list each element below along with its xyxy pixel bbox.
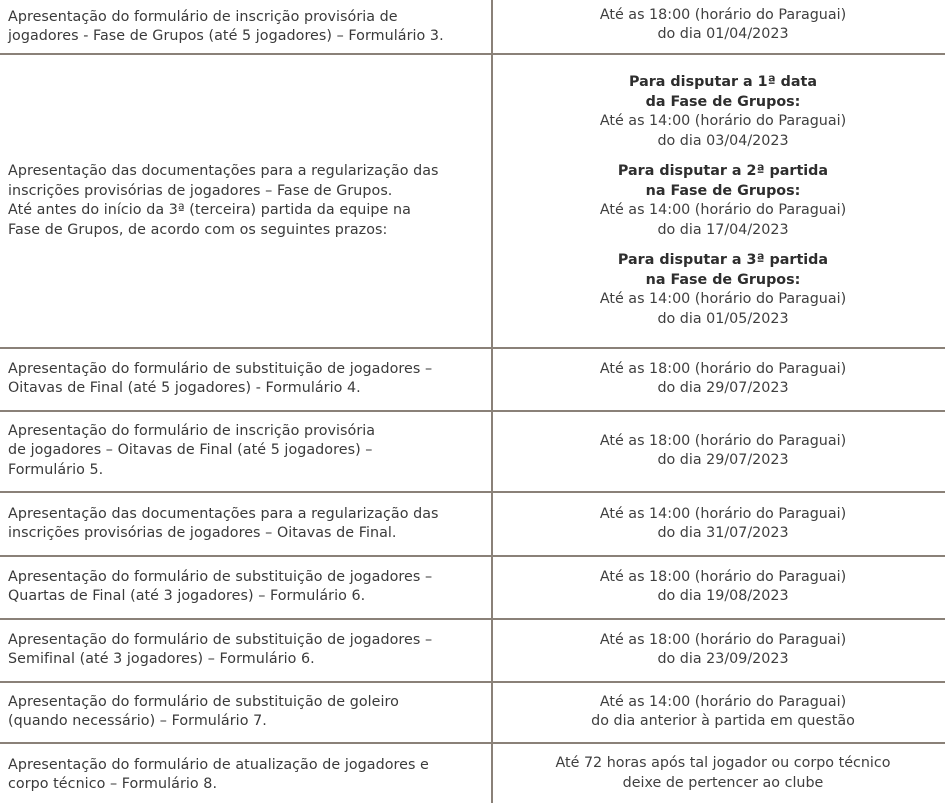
deadline-block — [600, 162, 846, 240]
cell-text: do dia 01/04/2023 — [657, 26, 789, 42]
deadline-block — [600, 251, 846, 329]
cell-text: Até antes do início da 3ª (terceira) partida da equipe na — [8, 202, 411, 218]
table-row-deadline — [498, 55, 948, 347]
table-row-description — [8, 744, 482, 806]
cell-text: Apresentação do formulário de substituição de jogadores – — [8, 360, 433, 377]
table-row-description — [8, 557, 482, 617]
table-row-deadline — [498, 683, 948, 741]
cell-text: jogadores - Fase de Grupos (até 5 jogadores) – Formulário 3. — [8, 28, 444, 44]
deadline-block — [600, 73, 846, 151]
cell-text: Até as 14:00 (horário do Paraguai) — [599, 693, 847, 710]
cell-text: Até 72 horas após tal jogador ou corpo técnico — [555, 755, 891, 771]
cell-text: Até as 14:00 (horário do Paraguai) — [599, 505, 847, 522]
cell-text: Apresentação do formulário de atualização de jogadores e — [8, 756, 429, 773]
cell-text: Até as 14:00 (horário do Paraguai) — [599, 291, 847, 307]
cell-text: Até as 18:00 (horário do Paraguai) — [599, 432, 847, 449]
table-row-description — [8, 412, 482, 490]
table-row-description — [8, 349, 482, 409]
cell-text: de jogadores – Oitavas de Final (até 5 jogadores) – — [8, 442, 373, 459]
cell-text: Apresentação do formulário de substituição de jogadores – — [8, 568, 433, 585]
table-row-description — [8, 683, 482, 741]
block-heading: Para disputar a 1ª data — [629, 74, 817, 90]
cell-text: Oitavas de Final (até 5 jogadores) - Formulário 4. — [8, 380, 361, 396]
table-row-deadline — [498, 744, 948, 806]
block-heading: Para disputar a 2ª partida — [617, 163, 829, 179]
cell-text: Fase de Grupos, de acordo com os seguintes prazos: — [8, 221, 388, 238]
cell-text: Formulário 5. — [8, 461, 104, 478]
cell-text: Quartas de Final (até 3 jogadores) – Formulário 6. — [8, 588, 366, 604]
cell-text: deixe de pertencer ao clube — [622, 774, 824, 791]
table-row-deadline — [498, 557, 948, 617]
cell-text: corpo técnico – Formulário 8. — [8, 776, 218, 792]
table-row-deadline — [498, 349, 948, 409]
cell-text: Até as 18:00 (horário do Paraguai) — [599, 568, 847, 585]
cell-text: inscrições provisórias de jogadores – Fase de Grupos. — [8, 182, 393, 199]
cell-text: do dia 03/04/2023 — [657, 132, 789, 149]
table-row-deadline — [498, 412, 948, 490]
cell-text: do dia 19/08/2023 — [657, 588, 789, 604]
table-row-description — [8, 55, 482, 347]
cell-text: Até as 18:00 (horário do Paraguai) — [599, 6, 847, 23]
cell-text: Apresentação das documentações para a regularização das — [8, 163, 439, 179]
cell-text: Até as 14:00 (horário do Paraguai) — [599, 113, 847, 129]
cell-text: do dia 29/07/2023 — [657, 380, 789, 396]
cell-text: do dia 29/07/2023 — [657, 452, 789, 468]
block-heading: da Fase de Grupos: — [645, 93, 801, 110]
cell-text: do dia 23/09/2023 — [657, 651, 789, 667]
cell-text: do dia anterior à partida em questão — [591, 713, 855, 729]
cell-text: inscrições provisórias de jogadores – Oitavas de Final. — [8, 525, 397, 541]
table-row-deadline — [498, 493, 948, 555]
cell-text: Até as 14:00 (horário do Paraguai) — [599, 202, 847, 218]
table-row-description — [8, 620, 482, 680]
cell-text: do dia 01/05/2023 — [657, 310, 789, 327]
cell-text: Apresentação do formulário de inscrição provisória de — [8, 8, 398, 25]
table-row-deadline — [498, 620, 948, 680]
table-row-description — [8, 2, 482, 52]
table-row-description — [8, 493, 482, 555]
cell-text: Semifinal (até 3 jogadores) – Formulário 6. — [8, 651, 315, 667]
table-row-deadline — [498, 2, 948, 48]
block-heading: na Fase de Grupos: — [645, 271, 801, 288]
cell-text: Apresentação das documentações para a regularização das — [8, 505, 439, 522]
cell-text: Apresentação do formulário de substituição de jogadores – — [8, 631, 433, 648]
cell-text: Até as 18:00 (horário do Paraguai) — [599, 360, 847, 377]
block-heading: na Fase de Grupos: — [645, 182, 801, 199]
cell-text: do dia 17/04/2023 — [657, 221, 789, 238]
cell-text: do dia 31/07/2023 — [657, 525, 789, 541]
cell-text: Apresentação do formulário de substituição de goleiro — [8, 693, 399, 710]
block-heading: Para disputar a 3ª partida — [617, 252, 829, 268]
cell-text: (quando necessário) – Formulário 7. — [8, 713, 267, 729]
cell-text: Apresentação do formulário de inscrição provisória — [8, 422, 376, 439]
cell-text: Até as 18:00 (horário do Paraguai) — [599, 631, 847, 648]
